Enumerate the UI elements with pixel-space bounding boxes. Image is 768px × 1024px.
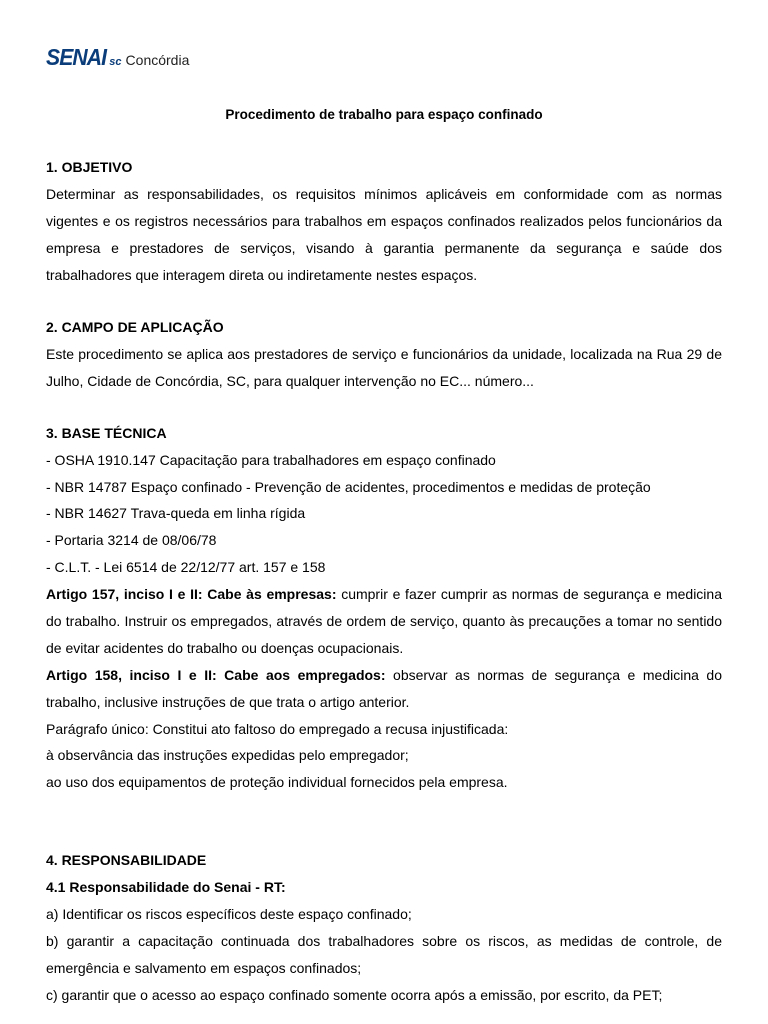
- section-heading: 3. BASE TÉCNICA: [46, 425, 167, 441]
- section-campo: [46, 314, 722, 395]
- section-objetivo: [46, 154, 722, 289]
- list-item: a) Identificar os riscos específicos deste espaço confinado;: [46, 906, 412, 922]
- paragrafo-unico: Parágrafo único: Constitui ato faltoso do empregado a recusa injustificada:: [46, 720, 509, 737]
- section-heading: 4. RESPONSABILIDADE: [46, 852, 207, 868]
- artigo-157-label: Artigo 157, inciso I e II: Cabe às empresas:: [46, 585, 337, 602]
- section-base-tecnica: [46, 420, 722, 796]
- artigo-158-text: observar as normas de segurança e medicina do trabalho, inclusive instruções de que trata o artigo anterior.: [46, 666, 722, 710]
- artigo-157: [46, 581, 722, 662]
- section-heading: 2. CAMPO DE APLICAÇÃO: [46, 319, 224, 335]
- section-text: Determinar as responsabilidades, os requisitos mínimos aplicáveis em conformidade com as normas vigentes e os registros necessários para trabalhos em espaços confinados realizados pelos funcionários da empresa e prestadores de serviços, visando à garantia permanente da segurança e saúde dos trabalhadores que interagem direta ou indiretamente nestes espaços.: [46, 186, 722, 283]
- section-responsabilidade: [46, 847, 722, 1009]
- artigo-157-text: cumprir e fazer cumprir as normas de segurança e medicina do trabalho. Instruir os empregados, através de ordem de serviço, quanto às precauções a tomar no sentido de evitar acidentes do trabalho ou doenças ocupacionais.: [46, 585, 722, 656]
- obs-item: à observância das instruções expedidas pelo empregador;: [46, 747, 409, 764]
- document-title: Procedimento de trabalho para espaço confinado: [225, 107, 543, 122]
- list-item: - NBR 14627 Trava-queda em linha rígida: [46, 505, 306, 522]
- list-item: b) garantir a capacitação continuada dos trabalhadores sobre os riscos, as medidas de controle, de emergência e salvamento em espaços confinados;: [46, 933, 722, 976]
- list-item: c) garantir que o acesso ao espaço confinado somente ocorra após a emissão, por escrito, da PET;: [46, 987, 663, 1003]
- subsection-heading: 4.1 Responsabilidade do Senai - RT:: [46, 879, 286, 895]
- list-item: - Portaria 3214 de 08/06/78: [46, 532, 217, 549]
- logo-city: Concórdia: [125, 52, 190, 68]
- section-heading: 1. OBJETIVO: [46, 159, 133, 175]
- senai-logo: [46, 44, 189, 71]
- obs-item: ao uso dos equipamentos de proteção individual fornecidos pela empresa.: [46, 773, 508, 790]
- list-item: - OSHA 1910.147 Capacitação para trabalhadores em espaço confinado: [46, 452, 496, 468]
- artigo-158-label: Artigo 158, inciso I e II: Cabe aos empregados:: [46, 666, 386, 683]
- logo-text: SENAI: [46, 44, 107, 70]
- section-text: Este procedimento se aplica aos prestadores de serviço e funcionários da unidade, localizada na Rua 29 de Julho, Cidade de Concórdia, SC, para qualquer intervenção no EC... número...: [46, 346, 722, 389]
- list-item: - C.L.T. - Lei 6514 de 22/12/77 art. 157 e 158: [46, 558, 326, 575]
- logo-suffix: sc: [109, 56, 122, 68]
- list-item: - NBR 14787 Espaço confinado - Prevenção de acidentes, procedimentos e medidas de proteção: [46, 478, 651, 495]
- artigo-158: [46, 662, 722, 716]
